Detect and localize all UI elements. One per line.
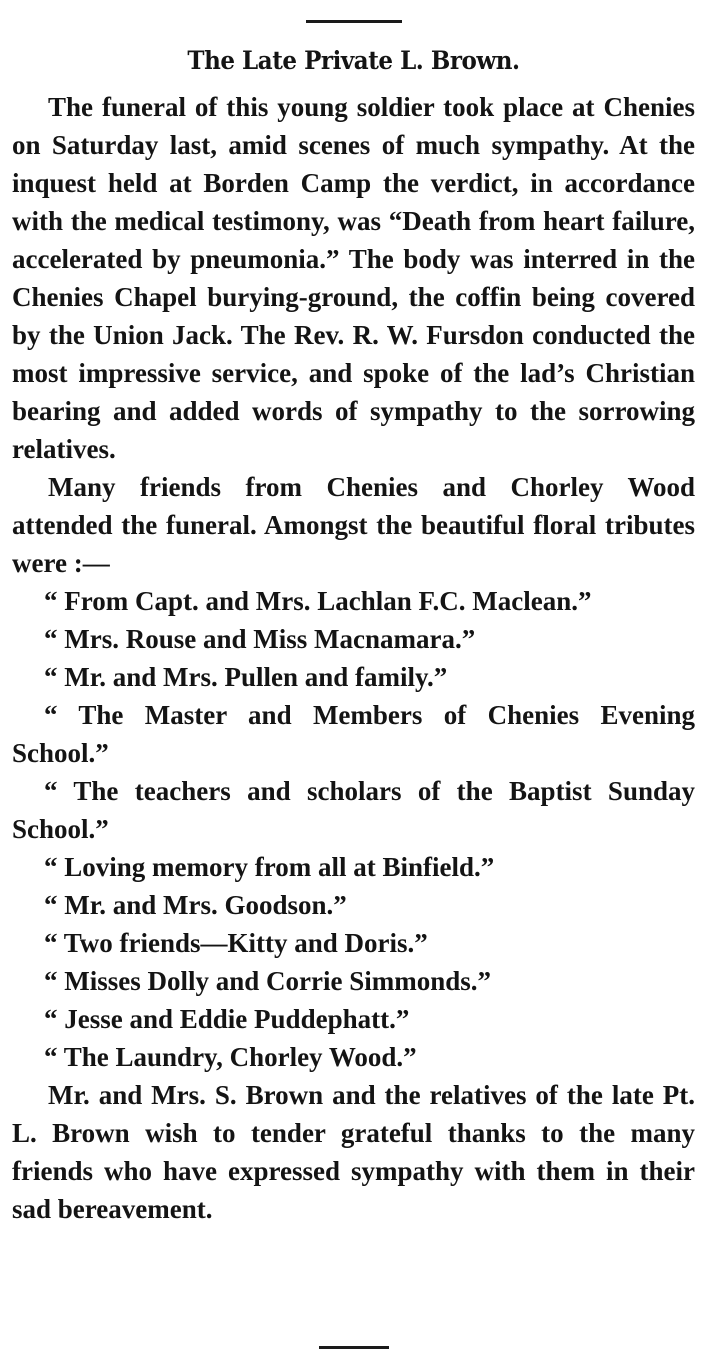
floral-tributes-list: [12, 582, 695, 1076]
tribute-item: “ Loving memory from all at Binfield.”: [44, 852, 495, 882]
tribute-item: “ Jesse and Eddie Puddephatt.”: [44, 1004, 410, 1034]
tribute-item: “ Mrs. Rouse and Miss Macnamara.”: [44, 624, 476, 654]
tribute-item: “ The Laundry, Chorley Wood.”: [44, 1042, 417, 1072]
tribute-item: “ The Master and Members of Chenies Evening School.”: [12, 700, 695, 768]
article-headline: The Late Private L. Brown.: [187, 46, 520, 75]
tribute-item: “ From Capt. and Mrs. Lachlan F.C. Maclean.”: [44, 586, 592, 616]
funeral-paragraph: The funeral of this young soldier took place at Chenies on Saturday last, amid scenes of much sympathy. At the inquest held at Borden Camp the verdict, in accordance with the medical testimony, was “Death from heart failure, accelerated by pneumonia.” The body was interred in the Chenies Chapel burying-ground, the coffin being covered by the Union Jack. The Rev. R. W. Fursdon conducted the most impressive service, and spoke of the lad’s Christian bearing and added words of sympathy to the sorrowing relatives.: [12, 92, 695, 464]
bottom-divider-rule: [319, 1346, 389, 1349]
tribute-item: “ Mr. and Mrs. Goodson.”: [44, 890, 347, 920]
news-article: [12, 44, 695, 1228]
tribute-item: “ Misses Dolly and Corrie Simmonds.”: [44, 966, 492, 996]
thanks-paragraph: Mr. and Mrs. S. Brown and the relatives of the late Pt. L. Brown wish to tender grateful thanks to the many friends who have expressed sympathy with them in their sad bereavement.: [12, 1080, 695, 1224]
attendees-paragraph: Many friends from Chenies and Chorley Wood attended the funeral. Amongst the beautiful floral tributes were :—: [12, 472, 695, 578]
tribute-item: “ Two friends—Kitty and Doris.”: [44, 928, 428, 958]
tribute-item: “ Mr. and Mrs. Pullen and family.”: [44, 662, 448, 692]
top-divider-rule: [306, 20, 402, 23]
tribute-item: “ The teachers and scholars of the Baptist Sunday School.”: [12, 776, 695, 844]
